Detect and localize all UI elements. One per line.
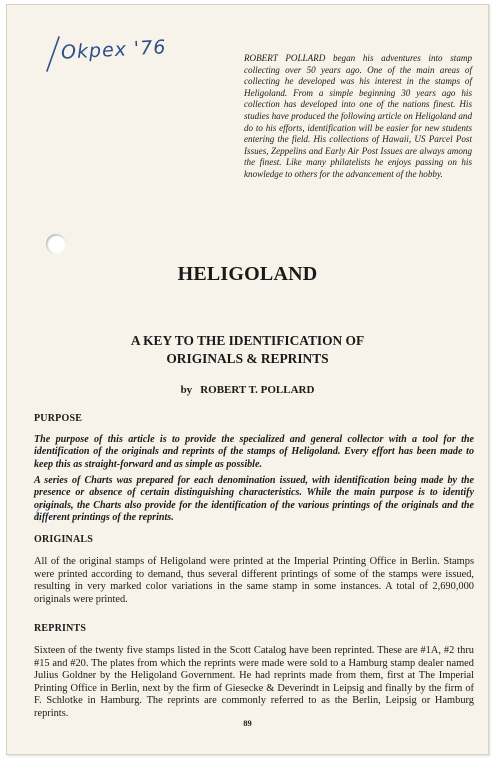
heading-purpose: PURPOSE [34, 413, 83, 424]
article-subtitle [7, 332, 488, 368]
originals-paragraph: All of the original stamps of Heligoland were printed at the Imperial Printing Office in Berlin. Stamps were printed according to demand, thus several different printings of some of the stamps were issued, resulting in very marked color variations in the same stamp in some instances. A total of 2,690,000 originals were printed. [34, 556, 474, 605]
purpose-paragraph-2: A series of Charts was prepared for each denomination issued, with identification being made by the presence or absence of certain distinguishing characteristics. While the main purpose is to identify originals, the Charts also provide for the identification of the various printings of the originals and the different printings of the reprints. [34, 475, 474, 524]
byline-author: ROBERT T. POLLARD [200, 384, 315, 396]
subtitle-line-2: ORIGINALS & REPRINTS [166, 351, 329, 366]
page-number: 89 [243, 718, 252, 728]
heading-originals: ORIGINALS [34, 534, 94, 545]
article-title: HELIGOLAND [177, 263, 318, 285]
author-bio: ROBERT POLLARD began his adventures into stamp collecting over 50 years ago. One of the main areas of collecting he developed was his interest in the stamps of Heligoland. From a simple beginning 30 years ago his collection has developed into one of the nations finest. His studies have produced the following article on Heligoland and do to his efforts, identification will be easier for new students entering the field. His collections of Hawaii, US Parcel Post Issues, Zeppelins and Early Air Post Issues are always among the finest. Like many philatelists he enjoys passing on his knowledge to others for the advancement of the hobby. [244, 53, 472, 179]
heading-reprints: REPRINTS [34, 623, 87, 634]
byline [7, 384, 488, 396]
purpose-paragraph-1: The purpose of this article is to provide the specialized and general collector with a tool for the identification of the originals and reprints of the stamps of Heligoland. Every effort has been made to keep this as straight-forward and as simple as possible. [34, 434, 474, 470]
document-page [6, 4, 489, 755]
handwritten-annotation [43, 35, 193, 75]
handwritten-note-text: Okpex '76 [60, 36, 167, 64]
reprints-paragraph: Sixteen of the twenty five stamps listed in the Scott Catalog have been reprinted. These are #1A, #2 thru #15 and #20. The plates from which the reprints were made were sold to a Hamburg stamp dealer named Julius Goldner by the Heligoland Government. He had reprints made from them, first at The Imperial Printing Office in Berlin, next by the firm of Giesecke & Deverindt in Leipsig and finally by the firm of F. Schlotke in Hamburg. The reprints are commonly referred to as the Berlin, Leipsig or Hamburg reprints. [34, 645, 474, 719]
byline-prefix: by [180, 384, 193, 396]
binder-hole-top [46, 234, 66, 254]
subtitle-line-1: A KEY TO THE IDENTIFICATION OF [130, 333, 365, 348]
